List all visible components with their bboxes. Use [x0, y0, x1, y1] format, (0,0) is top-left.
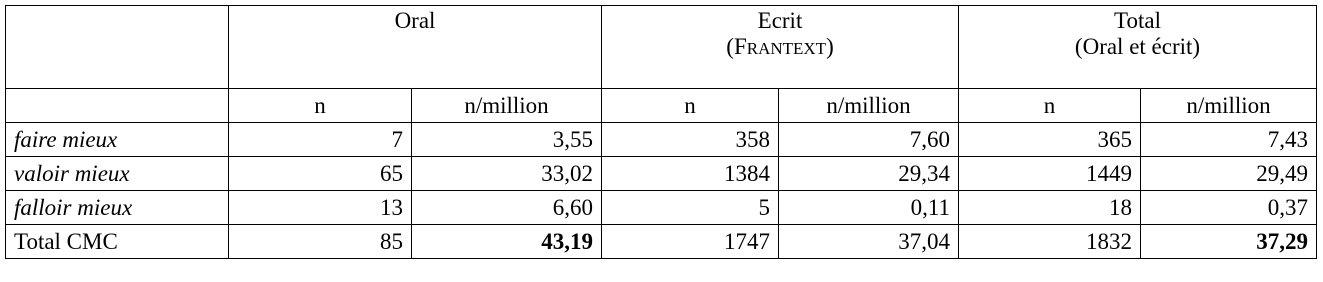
table-cell: 1747	[602, 225, 779, 259]
group-header-line2: (Oral et écrit)	[1074, 34, 1201, 59]
table-cell: 37,04	[779, 225, 959, 259]
sub-header-cell: n	[959, 89, 1141, 123]
group-header-line1: Oral	[394, 8, 436, 33]
table-cell: 7,60	[779, 123, 959, 157]
corner-cell	[6, 6, 229, 89]
table-cell: 13	[229, 191, 412, 225]
sub-header-cell: n/million	[412, 89, 602, 123]
row-label: Total CMC	[6, 225, 229, 259]
table-cell: 1832	[959, 225, 1141, 259]
group-header-ecrit	[602, 6, 959, 89]
sub-header-cell: n	[229, 89, 412, 123]
table-row	[6, 157, 1317, 191]
group-header-oral	[229, 6, 602, 89]
group-header-line2	[610, 34, 950, 62]
table-cell: 1449	[959, 157, 1141, 191]
table-cell: 358	[602, 123, 779, 157]
table-cell: 65	[229, 157, 412, 191]
frequency-table	[5, 5, 1317, 259]
table-cell: 33,02	[412, 157, 602, 191]
table-cell: 365	[959, 123, 1141, 157]
paren-open: (	[726, 34, 734, 59]
table-cell: 3,55	[412, 123, 602, 157]
row-label: faire mieux	[6, 123, 229, 157]
table-cell: 18	[959, 191, 1141, 225]
total-row	[6, 225, 1317, 259]
group-header-row	[6, 6, 1317, 89]
group-header-line1: Ecrit	[757, 8, 803, 33]
corpus-name-initial: F	[733, 34, 747, 59]
sub-header-cell: n/million	[1141, 89, 1317, 123]
table-cell: 1384	[602, 157, 779, 191]
table-cell: 43,19	[412, 225, 602, 259]
table-cell: 6,60	[412, 191, 602, 225]
table-cell: 37,29	[1141, 225, 1317, 259]
table-row	[6, 123, 1317, 157]
row-label: valoir mieux	[6, 157, 229, 191]
sub-header-cell: n/million	[779, 89, 959, 123]
group-header-total	[959, 6, 1317, 89]
table-cell: 7	[229, 123, 412, 157]
sub-header-row	[6, 89, 1317, 123]
group-header-line1: Total	[1114, 8, 1161, 33]
paren-close: )	[826, 34, 834, 59]
table-cell: 5	[602, 191, 779, 225]
table-cell: 85	[229, 225, 412, 259]
table-row	[6, 191, 1317, 225]
corpus-name-smallcaps: RANTEXT	[746, 39, 827, 58]
table-cell: 29,34	[779, 157, 959, 191]
table-cell: 0,11	[779, 191, 959, 225]
table-cell: 29,49	[1141, 157, 1317, 191]
row-label: falloir mieux	[6, 191, 229, 225]
table-cell: 7,43	[1141, 123, 1317, 157]
table-cell: 0,37	[1141, 191, 1317, 225]
sub-header-blank	[6, 89, 229, 123]
sub-header-cell: n	[602, 89, 779, 123]
